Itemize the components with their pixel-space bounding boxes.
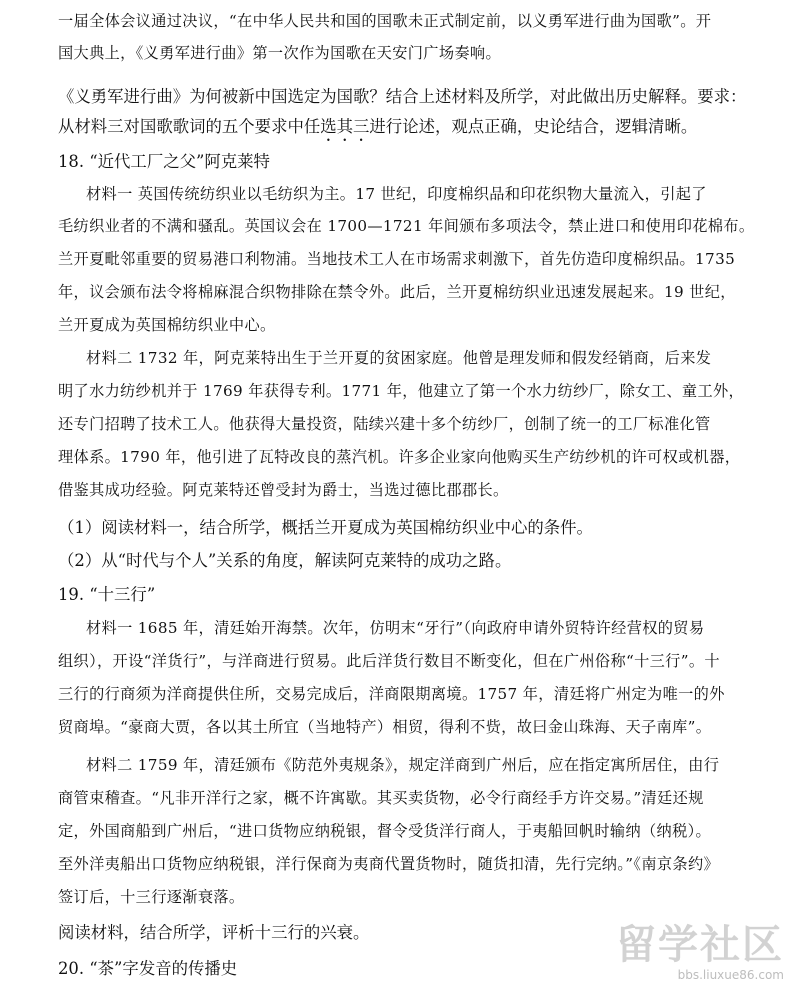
material-line: 材料二 1759 年，清廷颁布《防范外夷规条》，规定洋商到广州后，应在指定寓所居住，由行 — [86, 756, 720, 774]
material-line: 贸商埠。“豪商大贾，各以其土所宜（当地特产）相贸，得利不赀，故曰金山珠海、天子南库”。 — [58, 718, 712, 736]
material-line: 定，外国商船到广州后，“进口货物应纳税银，督令受货洋行商人，于夷船回帆时输纳（纳税）。 — [58, 822, 712, 840]
material-line: 兰开夏成为英国棉纺织业中心。 — [58, 316, 276, 334]
material-line: 签订后，十三行逐渐衰落。 — [58, 888, 245, 906]
material-line: 材料一 1685 年，清廷始开海禁。次年，仿明末“牙行”（向政府申请外贸特许经营权的贸易 — [86, 619, 705, 637]
sub-question: （2）从“时代与个人”关系的角度，解读阿克莱特的成功之路。 — [58, 551, 512, 570]
material-line: 明了水力纺纱机并于 1769 年获得专利。1771 年，他建立了第一个水力纺纱厂，除女工、童工外， — [58, 382, 745, 400]
question-heading-18: 18. “近代工厂之父”阿克莱特 — [58, 152, 270, 171]
question-requirement-part: 从材料三对国歌歌词的五个要求中任 — [58, 117, 321, 136]
question-heading-20: 20. “茶”字发音的传播史 — [58, 959, 238, 978]
material-line: 兰开夏毗邻重要的贸易港口利物浦。当地技术工人在市场需求刺激下，首先仿造印度棉织品。1735 — [58, 250, 736, 268]
material-line: 借鉴其成功经验。阿克莱特还曾受封为爵士，当选过德比郡郡长。 — [58, 481, 509, 499]
material-line: 至外洋夷船出口货物应纳税银，洋行保商为夷商代置货物时，随货扣清，先行完纳。”《南京条约》 — [58, 855, 720, 873]
question-text: 阅读材料，结合所学，评析十三行的兴衰。 — [58, 923, 370, 942]
question-heading-19: 19. “十三行” — [58, 585, 156, 604]
paragraph-line: 国大典上，《义勇军进行曲》第一次作为国歌在天安门广场奏响。 — [58, 44, 501, 62]
material-line: 材料二 1732 年，阿克莱特出生于兰开夏的贫困家庭。他曾是理发师和假发经销商，后来发 — [86, 349, 712, 367]
material-line: 材料一 英国传统纺织业以毛纺织为主。17 世纪，印度棉织品和印花织物大量流入，引起了 — [86, 185, 707, 203]
watermark-title: 留学社区 — [616, 922, 784, 968]
site-watermark — [604, 924, 784, 986]
question-requirement — [58, 116, 697, 145]
material-line: 理体系。1790 年，他引进了瓦特改良的蒸汽机。许多企业家向他购买生产纺纱机的许可权或机器， — [58, 448, 741, 466]
watermark-url: bbs.liuxue86.com — [677, 968, 784, 982]
material-line: 组织），开设“洋货行”，与洋商进行贸易。此后洋货行数目不断变化，但在广州俗称“十三行”。十 — [58, 652, 720, 670]
material-line: 三行的行商须为洋商提供住所，交易完成后，洋商限期离境。1757 年，清廷将广州定为唯一的外 — [58, 685, 725, 703]
paragraph-line: 一届全体会议通过决议，“在中华人民共和国的国歌未正式制定前，以义勇军进行曲为国歌”。开 — [58, 12, 712, 30]
emphasis-text: 选其三 — [320, 117, 370, 136]
question-text: 《义勇军进行曲》为何被新中国选定为国歌？结合上述材料及所学，对此做出历史解释。要求： — [58, 87, 747, 106]
material-line: 年，议会颁布法令将棉麻混合织物排除在禁令外。此后，兰开夏棉纺织业迅速发展起来。19 世纪， — [58, 283, 736, 301]
sub-question: （1）阅读材料一，结合所学，概括兰开夏成为英国棉纺织业中心的条件。 — [58, 518, 593, 537]
material-line: 毛纺织业者的不满和骚乱。英国议会在 1700—1721 年间颁布多项法令，禁止进口和使用印花棉布。 — [58, 217, 755, 235]
material-line: 商管束稽查。“凡非开洋行之家，概不许寓歇。其买卖货物，必令行商经手方许交易。”清廷还规 — [58, 789, 704, 807]
material-line: 还专门招聘了技术工人。他获得大量投资，陆续兴建十多个纺纱厂，创制了统一的工厂标准化管 — [58, 415, 711, 433]
question-requirement-part: 进行论述，观点正确，史论结合，逻辑清晰。 — [369, 117, 698, 136]
